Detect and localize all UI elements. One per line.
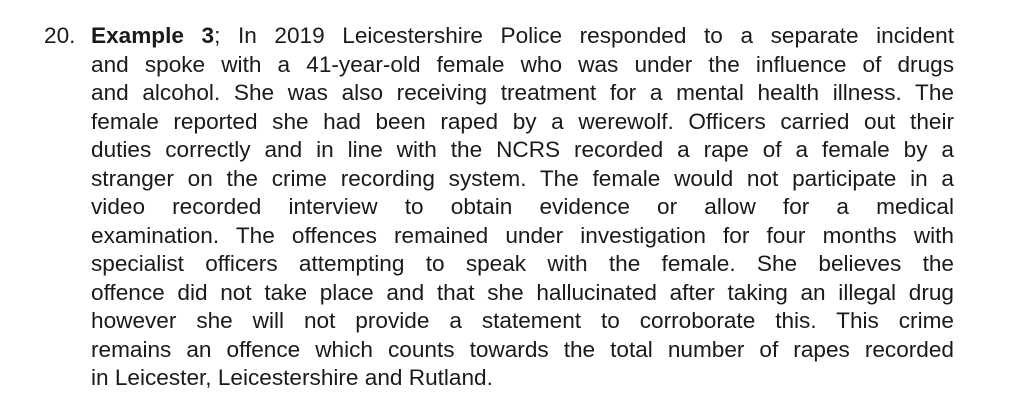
line-text: remains an offence which counts towards the total number of rapes recorded: [91, 336, 954, 362]
paragraph-line: [91, 165, 954, 194]
line-text: offence did not take place and that she hallucinated after taking an illegal drug: [91, 279, 954, 305]
paragraph-line: [91, 79, 954, 108]
paragraph-line: [91, 222, 954, 251]
paragraph-line: [91, 193, 954, 222]
example-heading: Example 3: [91, 23, 215, 48]
paragraph-line: [91, 136, 954, 165]
line-text: in Leicester, Leicestershire and Rutland.: [91, 365, 493, 390]
line-text: however she will not provide a statement to corroborate this. This crime: [91, 308, 954, 333]
paragraph-line: [91, 307, 954, 336]
line-text: and alcohol. She was also receiving treatment for a mental health illness. The: [91, 80, 954, 105]
paragraph-line: [91, 364, 954, 393]
paragraph-line: [91, 336, 954, 365]
paragraph-number: 20.: [44, 23, 76, 48]
line-text: video recorded interview to obtain evidence or allow for a medical: [91, 194, 954, 219]
paragraph-line: [91, 22, 954, 51]
heading-suffix: ;: [214, 23, 221, 48]
paragraph-line: [91, 279, 954, 308]
paragraph-line: [91, 108, 954, 137]
line-text: duties correctly and in line with the NCRS recorded a rape of a female by a: [91, 137, 954, 162]
paragraph-line: [91, 250, 954, 279]
line-text: stranger on the crime recording system. The female would not participate in a: [91, 165, 954, 191]
line-text: specialist officers attempting to speak with the female. She believes the: [91, 251, 954, 276]
line-text: In 2019 Leicestershire Police responded to a separate incident: [220, 23, 954, 48]
line-text: and spoke with a 41-year-old female who was under the influence of drugs: [91, 51, 954, 77]
paragraph-body: [91, 22, 954, 393]
paragraph-line: [91, 51, 954, 80]
numbered-paragraph: [44, 22, 954, 393]
line-text: examination. The offences remained under investigation for four months with: [91, 222, 954, 248]
line-text: female reported she had been raped by a werewolf. Officers carried out their: [91, 108, 954, 134]
